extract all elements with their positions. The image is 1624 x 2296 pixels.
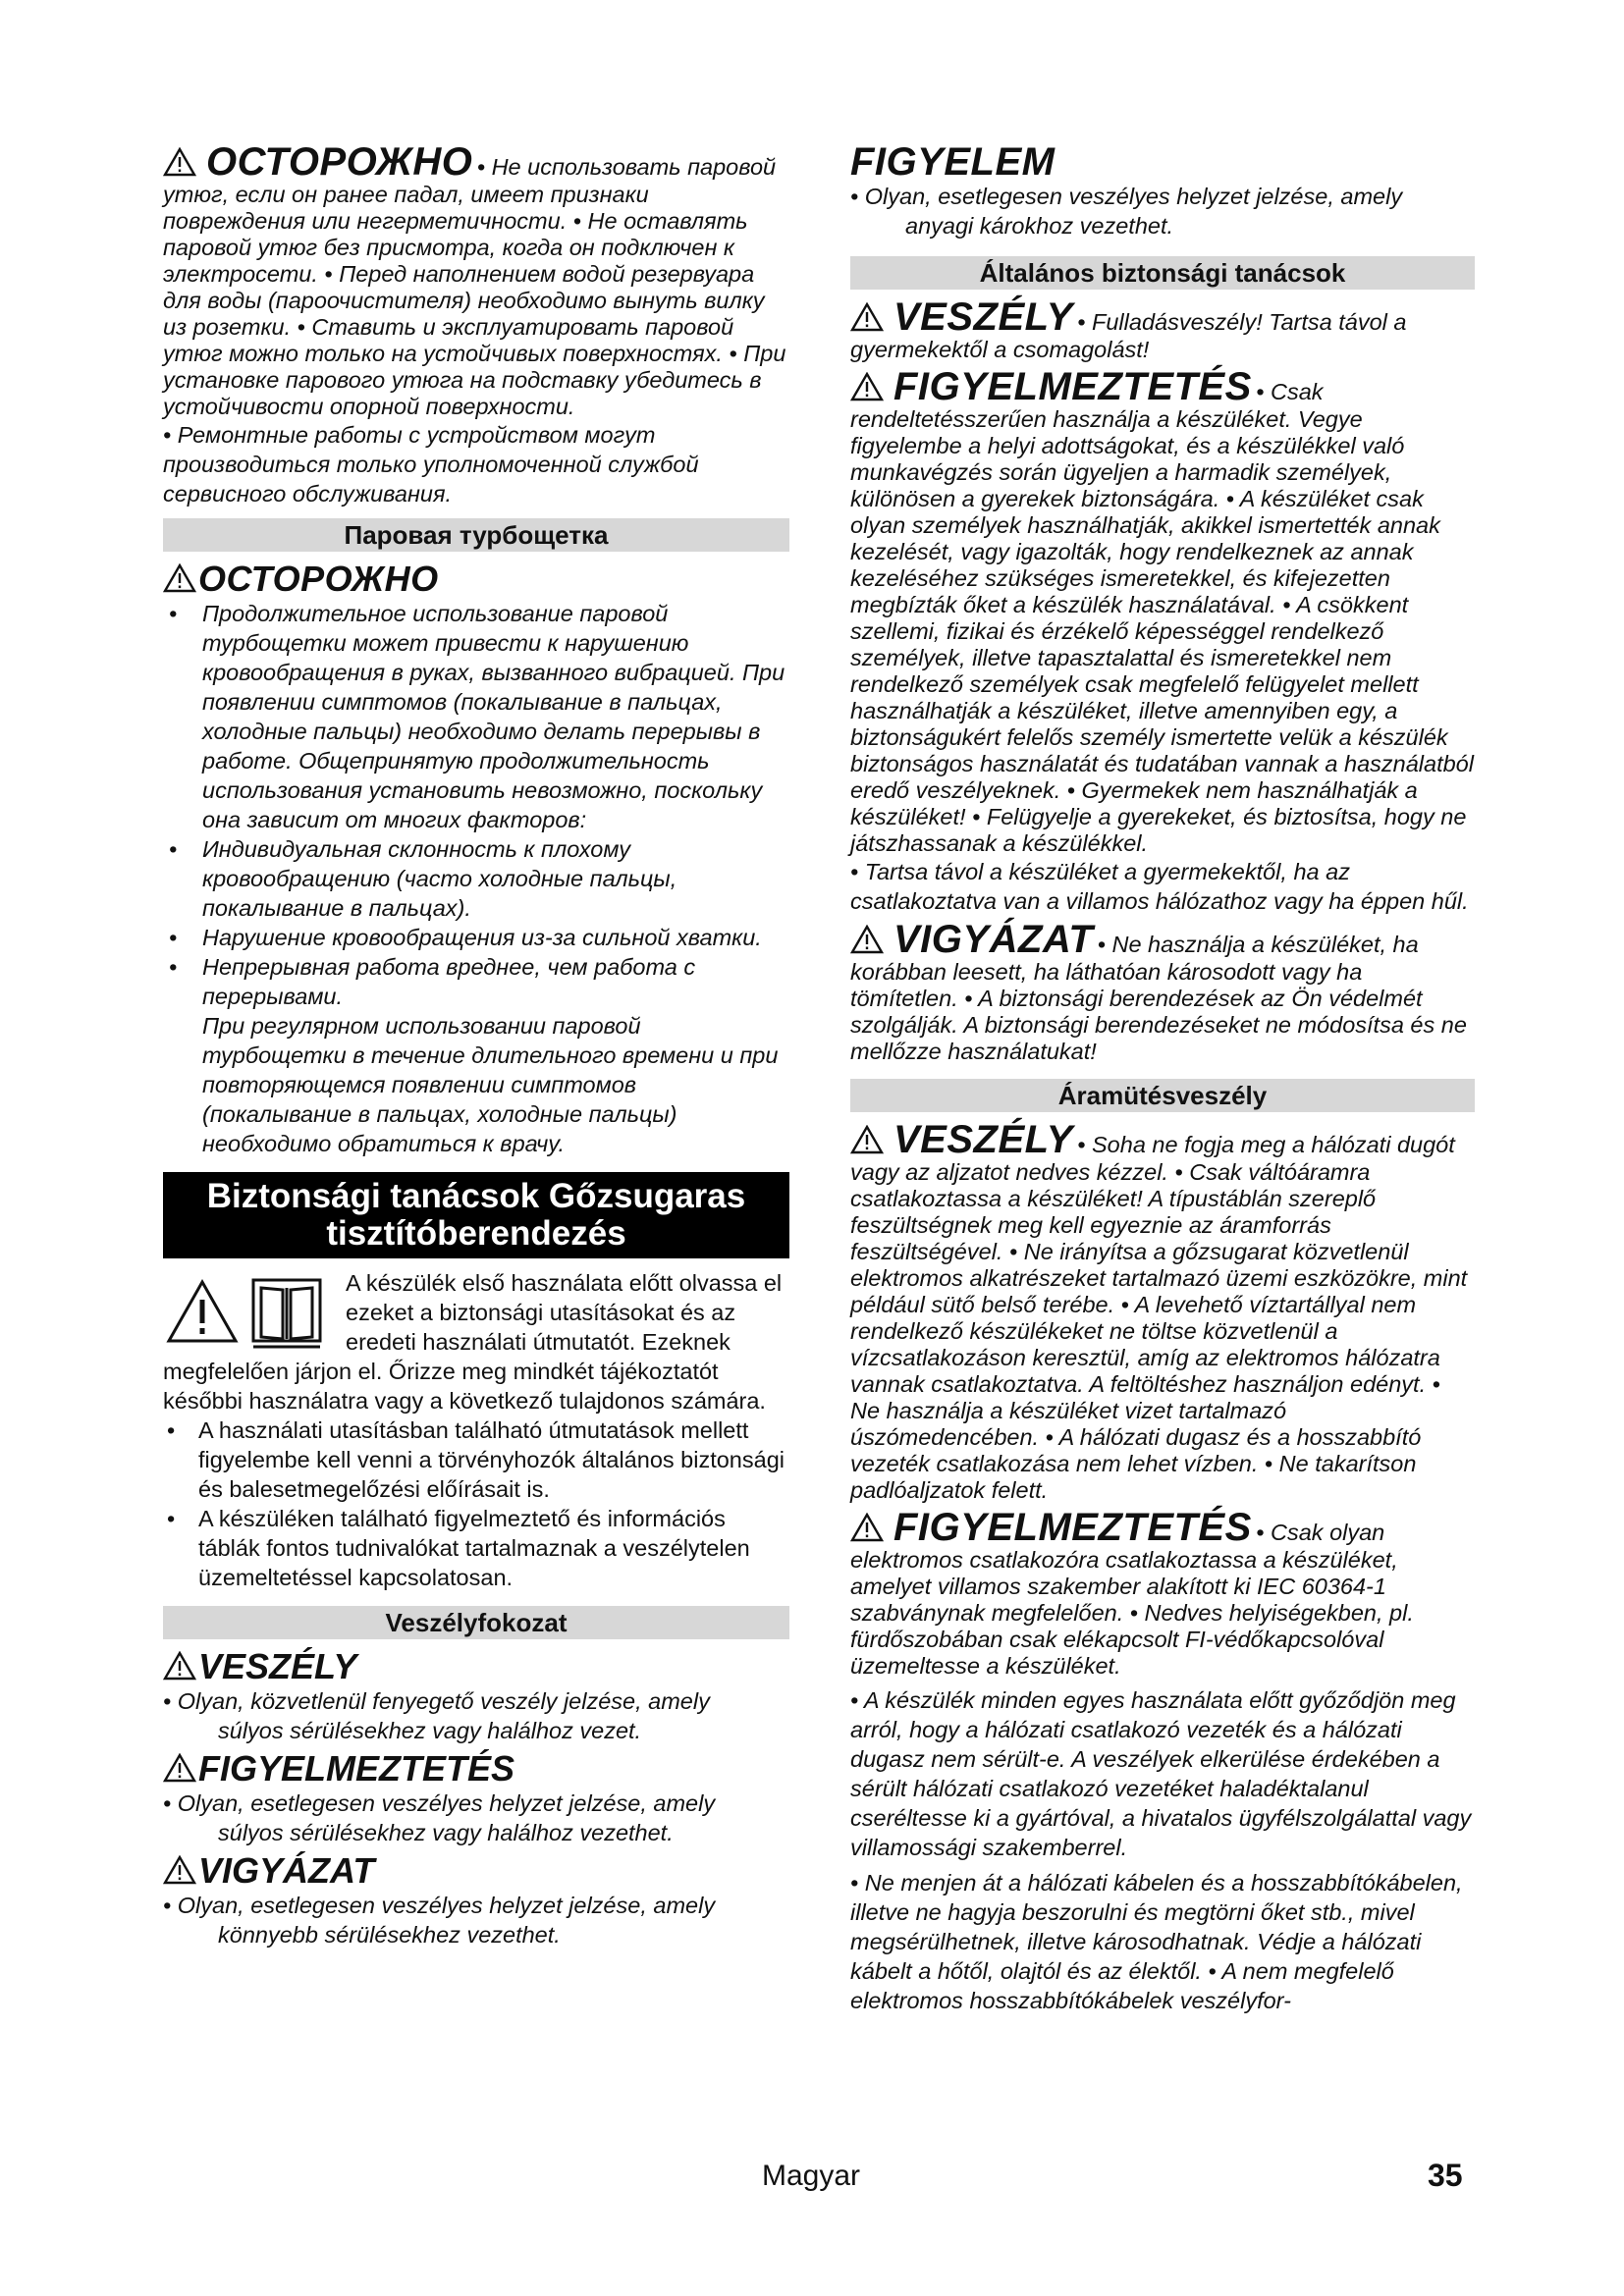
danger-heading: VESZÉLY (893, 295, 1073, 339)
danger-block-2 (850, 1120, 1475, 1504)
right-column (850, 142, 1475, 2015)
section-bar-general-safety: Általános biztonsági tanácsok (850, 256, 1475, 290)
page-number: 35 (1428, 2158, 1463, 2193)
caution-block-1 (163, 142, 789, 508)
section-bar-turbo-brush: Паровая турбощетка (163, 518, 789, 552)
warning-triangle-icon (850, 302, 884, 332)
warning-triangle-icon (163, 1853, 196, 1883)
warning-triangle-icon (169, 1282, 236, 1341)
sub-bullet-item: • Непрерывная работа вреднее, чем работа с перерывами. (169, 954, 696, 1009)
warning-heading: FIGYELMEZTETÉS (893, 365, 1252, 408)
warning-text-children: • Tartsa távol a készüléket a gyermekektől, ha az csatlakoztatva van a villamos hálózathoz vagy ha éppen hűl. (850, 859, 1469, 914)
warning-block-1 (850, 367, 1475, 916)
warning-block-2 (850, 1508, 1475, 2015)
caution-text: • Не использовать паровой утюг, если он ранее падал, имеет признаки повреждения или негерметичности. • Не оставлять паровой утюг без присмотра, когда он подключен к электросети. • Перед наполнением водой резервуара для воды (пароочистителя) необходимо вынуть вилку из розетки. • Ставить и эксплуатировать паровой утюг можно только на устойчивых поверхностях. • При установке парового утюга на подставку убедитесь в устойчивости опорной поверхности. (163, 154, 786, 419)
bullet-item: • Продолжительное использование паровой турбощетки может привести к нарушению кровообращения в руках, вызванного вибрацией. При появлении симптомов (покалывание в пальцах, холодные пальцы) необходимо делать перерывы в работе. Общепринятую продолжительность использования установить невозможно, поскольку она зависит от многих факторов: (169, 601, 785, 832)
warning-text: • Csak rendeltetésszerűen használja a készüléket. Vegye figyelembe a helyi adottságokat, és a készülékkel való munkavégzés során ügyeljen a harmadik személyek, különösen a gyerekek biztonságára. • A készüléket csak olyan személyek használhatják, akikkel ismertették annak kezelését, vagy igazolták, hogy rendelkeznek az annak kezeléséhez szükséges ismeretekkel, és kifejezetten megbízták őket a készülék használatával. • A csökkent szellemi, fizikai és érzékelő képességgel rendelkező személyek, illetve tapasztalattal és ismeretekkel nem rendelkező személyek csak megfelelő felügyelet mellett használhatják a készüléket, illetve amennyiben egy, a biztonságukért felelős személy ismertette velük a készülék biztonságos használatát és tudatában vannak a használatból eredő veszélyeknek. • Gyermekek nem használhatják a készüléket! • Felügyelje a gyerekeket, és biztosítsa, hogy ne játszhassanak a készülékkel. (850, 379, 1474, 856)
warning-text-cable-check: • A készülék minden egyes használata előtt győződjön meg arról, hogy a hálózati csatlakozó vezeték és a hálózati dugasz nem sérült-e. A veszélyek elkerülése érdekében a sérült hálózati csatlakozó vezetéket haladéktalanul cseréltesse ki a gyártóval, a hivatalos ügyfélszolgálattal vagy villamossági szakemberrel. (850, 1687, 1472, 1860)
intro-block (163, 1268, 789, 1415)
section-bar-hazard-levels: Veszélyfokozat (163, 1606, 789, 1639)
danger-text: • Soha ne fogja meg a hálózati dugót vagy az aljzatot nedves kézzel. • Csak váltóáramra csatlakoztassa a készüléket! A típustáblán szereplő feszültségnek meg kell egyeznie az áramforrás feszültségével. • Ne irányítsa a gőzsugarat közvetlenül elektromos alkatrészeket tartalmazó üzemi eszközökre, mint például sütő belső terébe. • A levehető víztartállyal nem rendelkező készülékeket ne töltse közvetlenül a vízcsatlakozáson keresztül, amíg az elektromos hálózatra vannak csatlakoztatva. A feltöltéshez használjon edényt. • Ne használja a készüléket vizet tartalmazó úszómedencében. • A hálózati dugasz és a hosszabbító vezeték csatlakozása nem lehet vízben. • Ne takarítson padlóaljzatok felett. (850, 1132, 1468, 1503)
footer-language: Magyar (762, 2160, 861, 2192)
bullet-item: • A használati utasításban található útmutatások mellett figyelembe kell venni a törvényhozók általános biztonsági és balesetmegelőzési előírásait is. (167, 1417, 785, 1502)
bullet-item: • A készüléken található figyelmeztető és információs táblák fontos tudnivalókat tartalmaznak a veszélytelen üzemeltetéssel kapcsolatosan. (167, 1506, 750, 1590)
warning-triangle-icon (850, 925, 884, 954)
caution-tail-text: При регулярном использовании паровой турбощетки в течение длительного времени и при повторяющемся появлении симптомов (покалывание в пальцах, холодные пальцы) необходимо обратиться к врачу. (202, 1013, 779, 1156)
danger-block-1 (850, 297, 1475, 363)
level-heading: VIGYÁZAT (198, 1850, 375, 1891)
warning-triangle-icon (163, 1649, 196, 1679)
section-title-safety: Biztonsági tanácsok Gőzsugaras tisztítóberendezés (163, 1172, 789, 1258)
hazard-level-warning: FIGYELMEZTETÉS • Olyan, esetlegesen veszélyes helyzet jelzése, amely súlyos sérülésekhez vagy halálhoz vezethet. (163, 1748, 716, 1845)
intro-text: A készülék első használata előtt olvassa el ezeket a biztonsági utasításokat és az eredeti használati útmutatót. Ezeknek megfelelően járjon el. Őrizze meg mindkét tájékoztatót későbbi használatra vagy a következő tulajdonos számára. (163, 1270, 783, 1414)
caution-block-2 (163, 560, 789, 1158)
caution-text: • Ne használja a készüléket, ha korábban leesett, ha láthatóan károsodott vagy ha tömítetlen. • A biztonsági berendezések az Ön védelmét szolgálják. A biztonsági berendezéseket ne módosítsa és ne mellőzze használatukat! (850, 932, 1467, 1064)
manual-book-icon (253, 1280, 320, 1347)
warning-triangle-icon (163, 1751, 196, 1781)
warning-triangle-icon (163, 563, 196, 593)
section-bar-electric-shock: Áramütésveszély (850, 1079, 1475, 1112)
warning-triangle-icon (850, 1125, 884, 1154)
hazard-level-caution: VIGYÁZAT • Olyan, esetlegesen veszélyes helyzet jelzése, amely könnyebb sérülésekhez vezethet. (163, 1850, 716, 1948)
caution-heading: ОСТОРОЖНО (206, 140, 473, 184)
level-heading: FIGYELMEZTETÉS (198, 1748, 515, 1789)
notice-heading: FIGYELEM (850, 140, 1056, 184)
warning-text: • Csak olyan elektromos csatlakozóra csatlakoztassa a készüléket, amelyet villamos szakember alakított ki IEC 60364-1 szabványnak megfelelően. • Nedves helyiségekben, pl. fürdőszobában csak elékapcsolt FI-védőkapcsolóval üzemeltesse a készüléket. (850, 1520, 1414, 1679)
warning-triangle-icon (163, 147, 196, 177)
caution-block-right (850, 920, 1475, 1065)
read-manual-icons (163, 1268, 340, 1357)
level-heading: VESZÉLY (198, 1646, 357, 1686)
caution-heading: ОСТОРОЖНО (198, 559, 439, 599)
hazard-level-danger: VESZÉLY • Olyan, közvetlenül fenyegető veszély jelzése, amely súlyos sérülésekhez vagy halálhoz vezet. (163, 1646, 710, 1743)
warning-triangle-icon (850, 372, 884, 401)
left-column (163, 142, 789, 1949)
sub-bullet-item: • Нарушение кровообращения из-за сильной хватки. (169, 925, 762, 950)
caution-heading: VIGYÁZAT (893, 918, 1094, 961)
caution-text-repair: • Ремонтные работы с устройством могут производиться только уполномоченной службой сервисного обслуживания. (163, 422, 699, 507)
warning-text-cable-care: • Ne menjen át a hálózati kábelen és a hosszabbítókábelen, illetve ne hagyja beszorulni és megtörni őket stb., mivel megsérülhetnek, illetve károsodhatnak. Védje a hálózati kábelt a hőtől, olajtól és az élektől. • A nem megfelelő elektromos hosszabbítókábelek veszélyfor- (850, 1870, 1463, 2013)
danger-heading: VESZÉLY (893, 1118, 1073, 1161)
warning-heading: FIGYELMEZTETÉS (893, 1506, 1252, 1549)
sub-bullet-item: • Индивидуальная склонность к плохому кровообращению (часто холодные пальцы, покалывание в пальцах). (169, 836, 677, 921)
danger-text: • Fulladásveszély! Tartsa távol a gyermekektől a csomagolást! (850, 309, 1407, 362)
warning-triangle-icon (850, 1513, 884, 1542)
notice-block: FIGYELEM • Olyan, esetlegesen veszélyes helyzet jelzése, amely anyagi károkhoz vezethet. (850, 142, 1475, 240)
